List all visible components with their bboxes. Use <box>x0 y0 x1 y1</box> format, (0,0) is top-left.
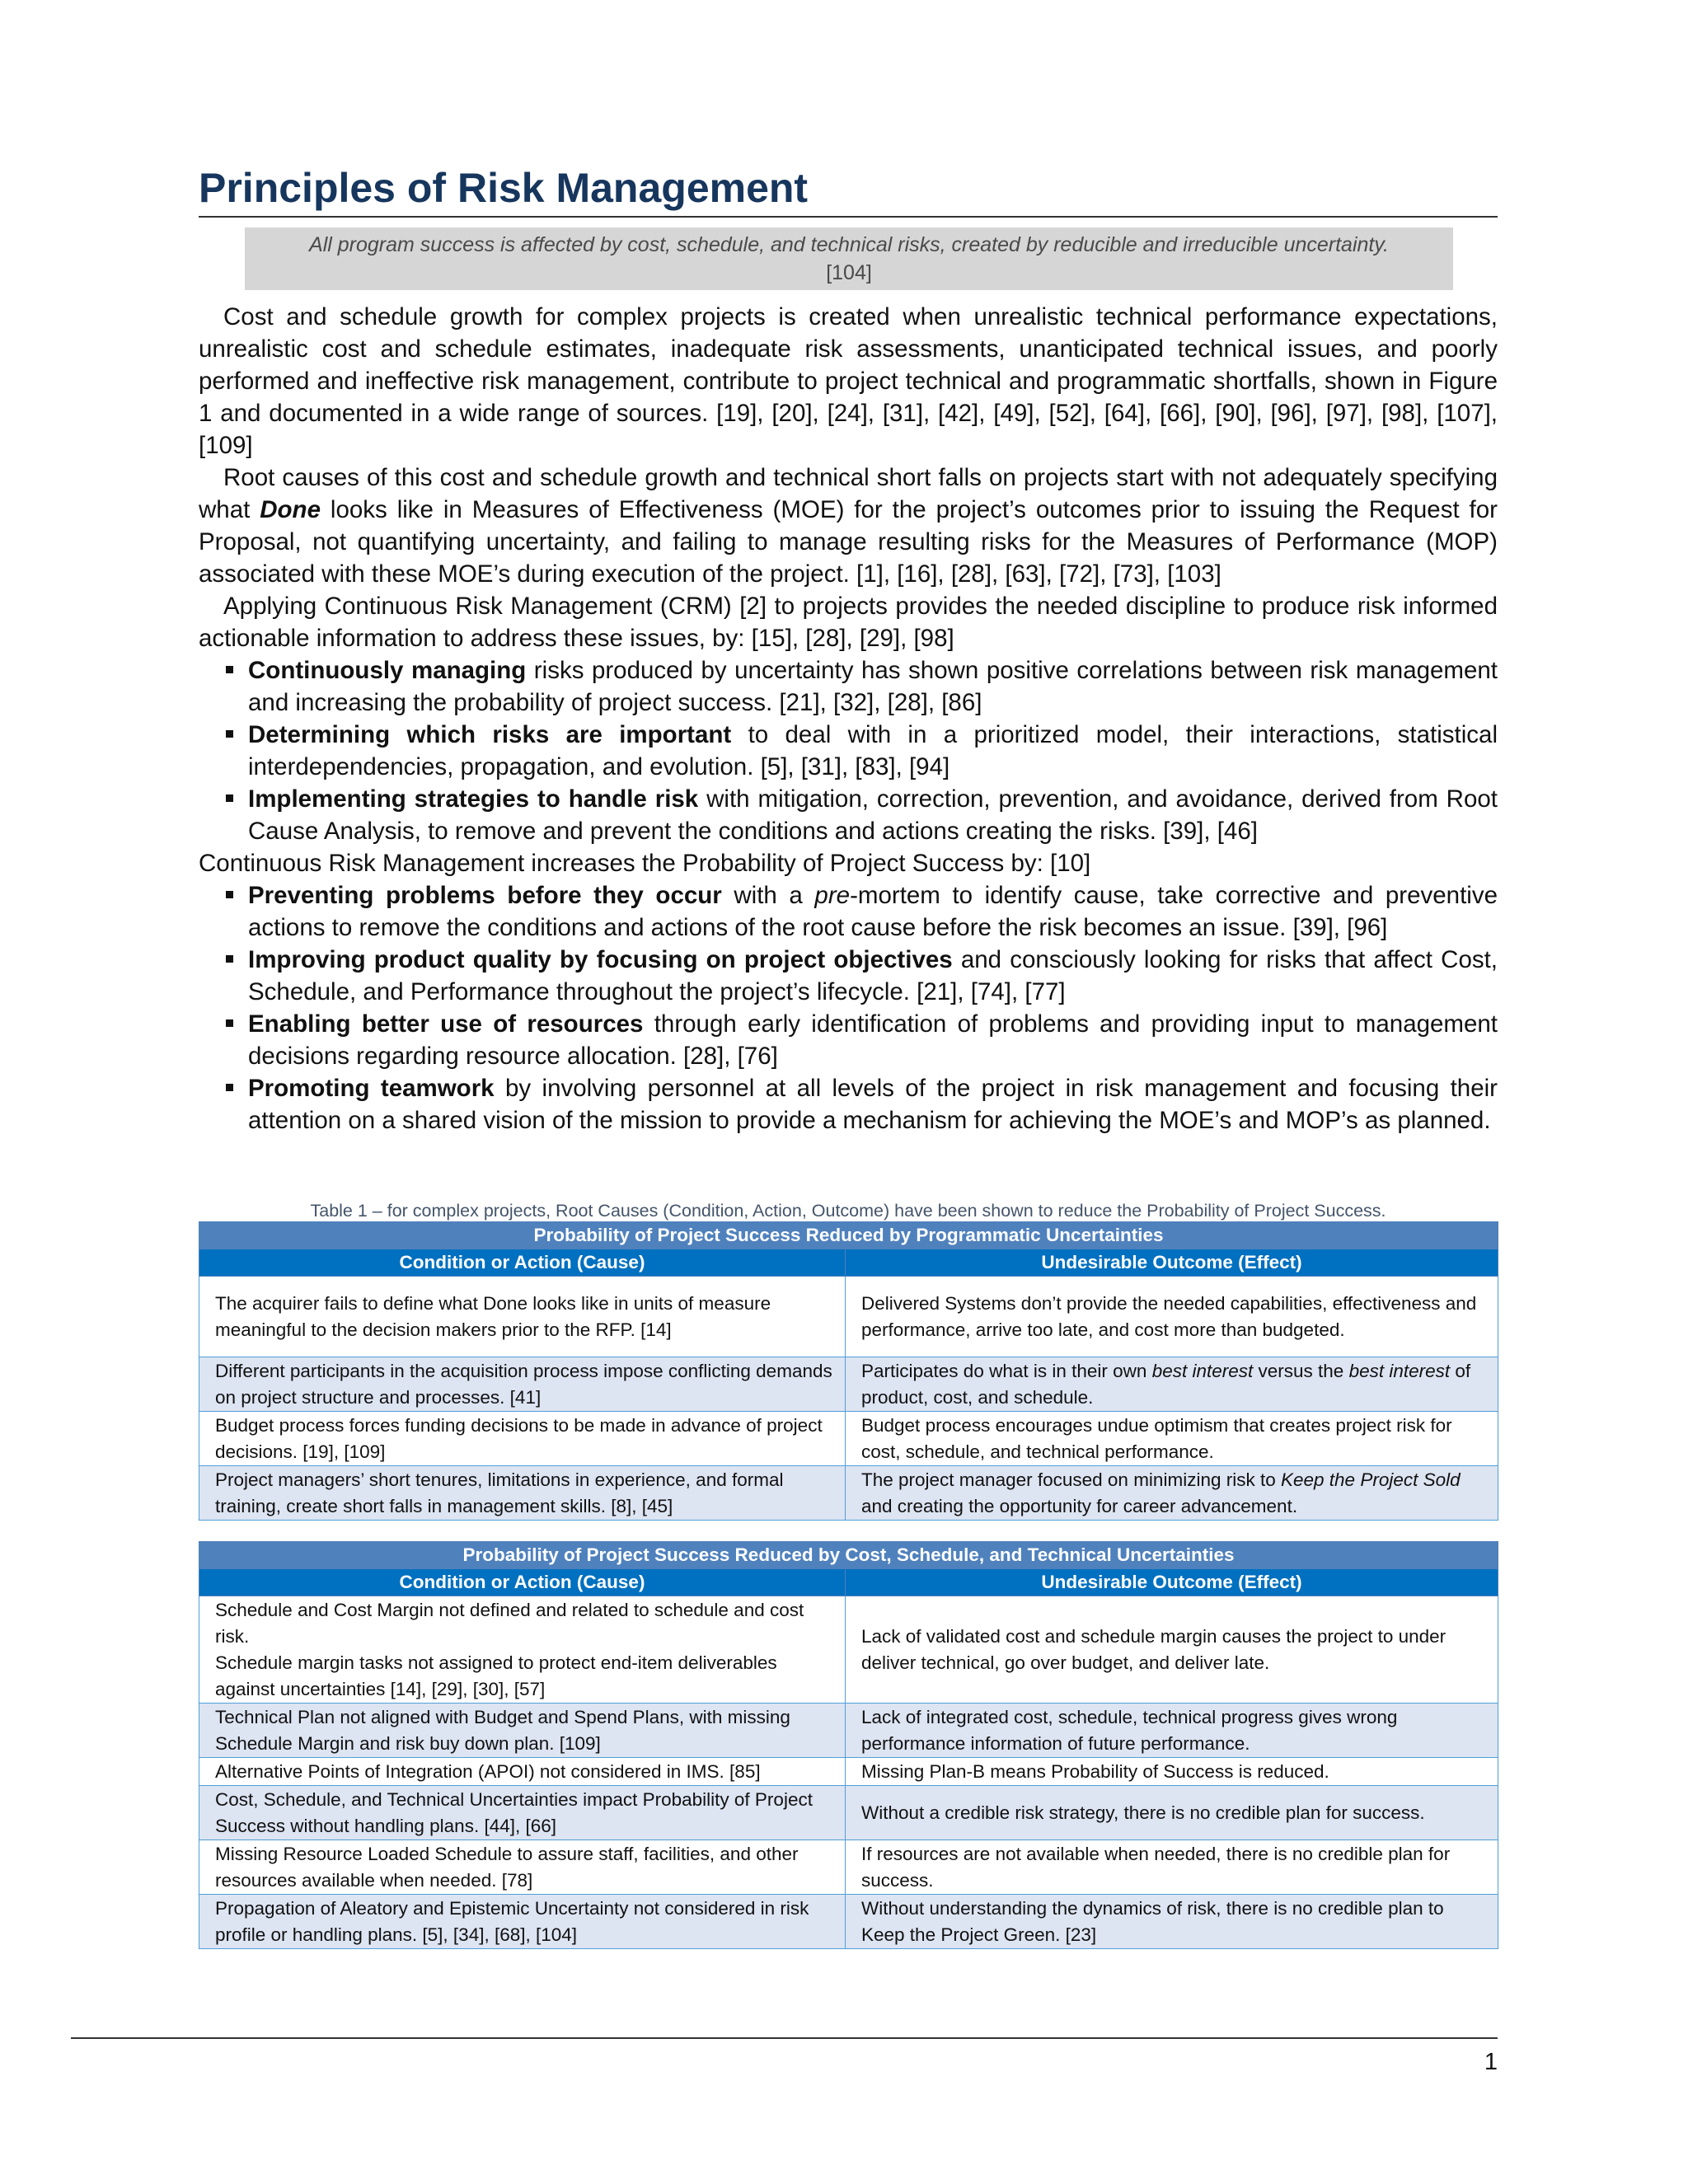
cause-cell: Schedule and Cost Margin not defined and related to schedule and cost risk. Schedule margin tasks not assigned to protect end-item deliverables against uncertainties [14], [29], [30], [57] <box>199 1596 846 1704</box>
table-section-header: Probability of Project Success Reduced by Cost, Schedule, and Technical Uncertainties <box>199 1542 1498 1569</box>
table-row <box>199 1704 1498 1758</box>
table-row <box>199 1895 1498 1949</box>
table-row <box>199 1758 1498 1786</box>
table-row <box>199 1786 1498 1840</box>
emphasis-done: Done <box>260 496 321 523</box>
cause-cell: Propagation of Aleatory and Epistemic Uncertainty not considered in risk profile or handling plans. [5], [34], [68], [104] <box>199 1895 846 1949</box>
paragraph-1: Cost and schedule growth for complex projects is created when unrealistic technical performance expectations, unrealistic cost and schedule estimates, inadequate risk assessments, unanticipated technical issues, and poorly performed and ineffective risk management, contribute to project technical and programmatic shortfalls, shown in Figure 1 and documented in a wide range of sources. [19], [20], [24], [31], [42], [49], [52], [64], [66], [90], [96], [97], [98], [107], [109] <box>199 303 1498 459</box>
effect-cell: Missing Plan-B means Probability of Success is reduced. <box>846 1758 1498 1786</box>
table-row <box>199 1357 1498 1412</box>
effect-cell: If resources are not available when needed, there is no credible plan for success. <box>846 1840 1498 1895</box>
cause-cell: Budget process forces funding decisions to be made in advance of project decisions. [19], [109] <box>199 1412 846 1466</box>
cause-cell: Alternative Points of Integration (APOI) not considered in IMS. [85] <box>199 1758 846 1786</box>
table-caption: Table 1 – for complex projects, Root Causes (Condition, Action, Outcome) have been shown to reduce the Probability of Project Success. <box>310 1201 1386 1221</box>
effect-cell: Budget process encourages undue optimism that creates project risk for cost, schedule, and technical performance. <box>846 1412 1498 1466</box>
list-item: Improving product quality by focusing on project objectives and consciously looking for risks that affect Cost, Schedule, and Performance throughout the project’s lifecycle. [21], [74], [77] <box>248 944 1498 1008</box>
list-item: Continuously managing risks produced by uncertainty has shown positive correlations between risk management and increasing the probability of project success. [21], [32], [28], [86] <box>248 654 1498 719</box>
footer-rule <box>71 2037 1498 2039</box>
crm-benefits-list <box>199 654 1498 847</box>
table-section-header: Probability of Project Success Reduced by Programmatic Uncertainties <box>199 1222 1498 1249</box>
list-item: Determining which risks are important to deal with in a prioritized model, their interactions, statistical interdependencies, propagation, and evolution. [5], [31], [83], [94] <box>248 719 1498 783</box>
list-item: Implementing strategies to handle risk with mitigation, correction, prevention, and avoidance, derived from Root Cause Analysis, to remove and prevent the conditions and actions creating the risks. [39], [46] <box>248 783 1498 847</box>
cause-cell: Cost, Schedule, and Technical Uncertainties impact Probability of Project Success without handling plans. [44], [66] <box>199 1786 846 1840</box>
table-row <box>199 1840 1498 1895</box>
programmatic-uncertainties-table <box>199 1221 1498 1521</box>
table-row <box>199 1277 1498 1357</box>
effect-cell: The project manager focused on minimizing risk to Keep the Project Sold and creating the opportunity for career advancement. <box>846 1466 1498 1521</box>
cause-cell: Technical Plan not aligned with Budget and Spend Plans, with missing Schedule Margin and risk buy down plan. [109] <box>199 1704 846 1758</box>
table-row <box>199 1466 1498 1521</box>
column-header-effect: Undesirable Outcome (Effect) <box>846 1569 1498 1596</box>
effect-cell: Without understanding the dynamics of risk, there is no credible plan to Keep the Project Green. [23] <box>846 1895 1498 1949</box>
body-text <box>199 301 1498 1137</box>
page-number: 1 <box>1484 2049 1498 2075</box>
effect-cell: Participates do what is in their own best interest versus the best interest of product, cost, and schedule. <box>846 1357 1498 1412</box>
list-item: Promoting teamwork by involving personnel at all levels of the project in risk management and focusing their attention on a shared vision of the mission to provide a mechanism for achieving the MOE’s and MOP’s as planned. <box>248 1072 1498 1137</box>
list-item: Enabling better use of resources through early identification of problems and providing input to management decisions regarding resource allocation. [28], [76] <box>248 1008 1498 1072</box>
success-factors-list <box>199 879 1498 1137</box>
cause-cell: Missing Resource Loaded Schedule to assure staff, facilities, and other resources available when needed. [78] <box>199 1840 846 1895</box>
table-row <box>199 1596 1498 1704</box>
page-title: Principles of Risk Management <box>199 165 809 211</box>
table-row <box>199 1412 1498 1466</box>
effect-cell: Lack of integrated cost, schedule, technical progress gives wrong performance information of future performance. <box>846 1704 1498 1758</box>
paragraph-4: Continuous Risk Management increases the Probability of Project Success by: [10] <box>199 850 1091 877</box>
effect-cell: Delivered Systems don’t provide the needed capabilities, effectiveness and performance, arrive too late, and cost more than budgeted. <box>846 1277 1498 1357</box>
quote-text: All program success is affected by cost, schedule, and technical risks, created by reducible and irreducible uncertainty. <box>309 233 1389 256</box>
column-header-cause: Condition or Action (Cause) <box>199 1249 846 1277</box>
epigraph-quote <box>245 227 1453 290</box>
column-header-effect: Undesirable Outcome (Effect) <box>846 1249 1498 1277</box>
cause-cell: Project managers’ short tenures, limitations in experience, and formal training, create short falls in management skills. [8], [45] <box>199 1466 846 1521</box>
paragraph-3: Applying Continuous Risk Management (CRM) [2] to projects provides the needed discipline to produce risk informed actionable information to address these issues, by: [15], [28], [29], [98] <box>199 593 1498 652</box>
list-item: Preventing problems before they occur with a pre-mortem to identify cause, take corrective and preventive actions to remove the conditions and actions of the root cause before the risk becomes an issue. [39], [96] <box>248 879 1498 944</box>
title-underline <box>199 216 1498 218</box>
paragraph-2: Root causes of this cost and schedule growth and technical short falls on projects start with not adequately specifying what Done looks like in Measures of Effectiveness (MOE) for the project’s outcomes prior to issuing the Request for Proposal, not quantifying uncertainty, and failing to manage resulting risks for the Measures of Performance (MOP) associated with these MOE’s during execution of the project. [1], [16], [28], [63], [72], [73], [103] <box>199 464 1498 588</box>
quote-reference: [104] <box>826 261 872 284</box>
technical-uncertainties-table <box>199 1541 1498 1949</box>
cause-cell: The acquirer fails to define what Done looks like in units of measure meaningful to the decision makers prior to the RFP. [14] <box>199 1277 846 1357</box>
column-header-cause: Condition or Action (Cause) <box>199 1569 846 1596</box>
effect-cell: Lack of validated cost and schedule margin causes the project to under deliver technical, go over budget, and deliver late. <box>846 1596 1498 1704</box>
effect-cell: Without a credible risk strategy, there is no credible plan for success. <box>846 1786 1498 1840</box>
cause-cell: Different participants in the acquisition process impose conflicting demands on project structure and processes. [41] <box>199 1357 846 1412</box>
